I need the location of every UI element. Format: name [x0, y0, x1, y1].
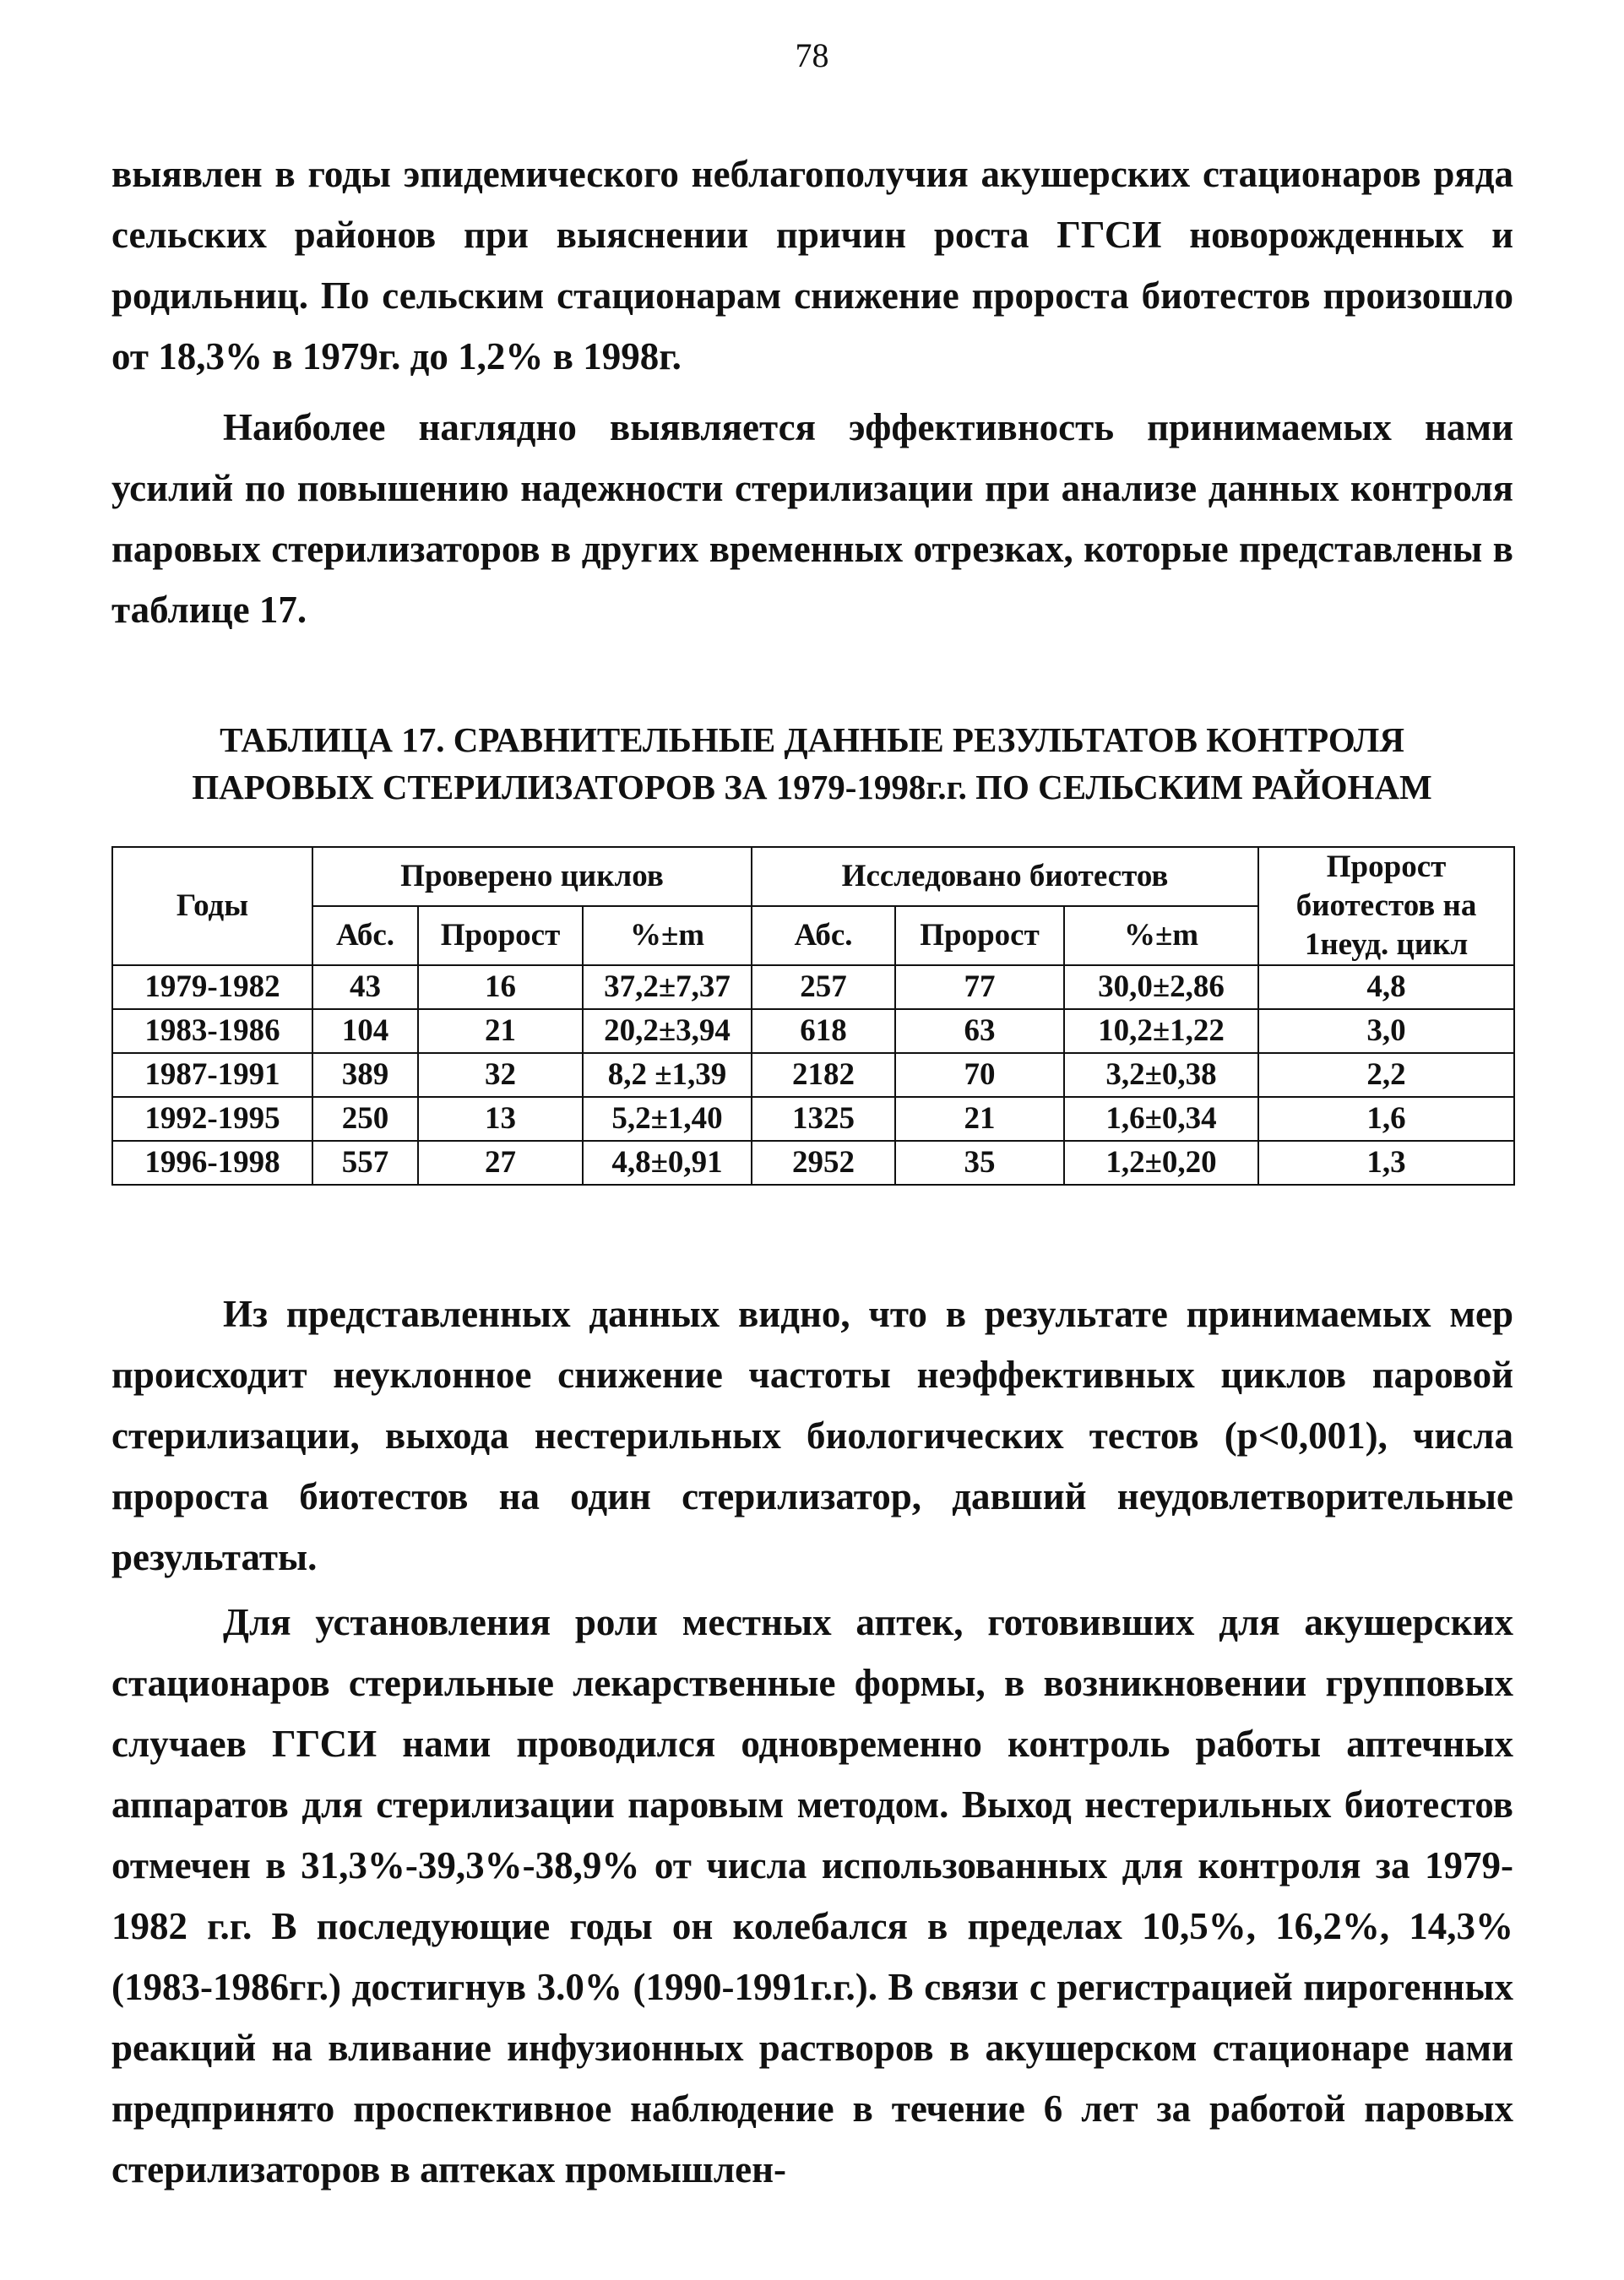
header-cycles-abs: Абс. — [312, 906, 418, 965]
cell-cycles-pct: 4,8±0,91 — [583, 1141, 752, 1185]
page-number: 78 — [795, 36, 829, 74]
header-cycles-checked: Проверено циклов — [312, 847, 752, 906]
cell-cycles-abs: 104 — [312, 1009, 418, 1053]
cell-years: 1987-1991 — [112, 1053, 312, 1097]
cell-growth-per-cycle: 2,2 — [1258, 1053, 1514, 1097]
header-cycles-pct: %±m — [583, 906, 752, 965]
cell-cycles-abs: 389 — [312, 1053, 418, 1097]
cell-cycles-pct: 20,2±3,94 — [583, 1009, 752, 1053]
cell-cycles-growth: 21 — [418, 1009, 583, 1053]
cell-years: 1996-1998 — [112, 1141, 312, 1185]
paragraph-1: выявлен в годы эпидемического неблагополучия акушерских стационаров ряда сельских районов при выяснении причин роста ГГСИ новорожденных и родильниц. По сельским стационарам снижение пророста биотестов произошло от 18,3% в 1979г. до 1,2% в 1998г. — [111, 153, 1513, 377]
cell-biotests-growth: 63 — [895, 1009, 1064, 1053]
header-biotests-growth: Пророст — [895, 906, 1064, 965]
cell-growth-per-cycle: 4,8 — [1258, 965, 1514, 1009]
cell-growth-per-cycle: 1,3 — [1258, 1141, 1514, 1185]
paragraph-3: Из представленных данных видно, что в результате принимаемых мер происходит неуклонное снижение частоты неэффективных циклов паровой стерилизации, выхода нестерильных биологических тестов (p<0,001), числа пророста биотестов на один стерилизатор, давший неудовлетворительные результаты. — [111, 1293, 1513, 1578]
header-biotests-abs: Абс. — [752, 906, 895, 965]
table-row — [112, 1141, 1514, 1185]
header-biotests-examined: Исследовано биотестов — [752, 847, 1258, 906]
table-caption-line-1: ТАБЛИЦА 17. СРАВНИТЕЛЬНЫЕ ДАННЫЕ РЕЗУЛЬТАТОВ КОНТРОЛЯ — [220, 720, 1404, 759]
cell-cycles-abs: 557 — [312, 1141, 418, 1185]
table-row — [112, 1053, 1514, 1097]
paragraph-4: Для установления роли местных аптек, готовивших для акушерских стационаров стерильные лекарственные формы, в возникновении групповых случаев ГГСИ нами проводился одновременно контроль работы аптечных аппаратов для стерилизации паровым методом. Выход нестерильных биотестов отмечен в 31,3%-39,3%-38,9% от числа использованных для контроля за 1979-1982 г.г. В последующие годы он колебался в пределах 10,5%, 16,2%, 14,3% (1983-1986гг.) достигнув 3.0% (1990-1991г.г.). В связи с регистрацией пирогенных реакций на вливание инфузионных растворов в акушерском стационаре нами предпринято проспективное наблюдение в течение 6 лет за работой паровых стерилизаторов в аптеках промышлен- — [111, 1601, 1513, 2190]
cell-biotests-abs: 2182 — [752, 1053, 895, 1097]
cell-biotests-abs: 618 — [752, 1009, 895, 1053]
sterilizer-control-table — [111, 846, 1515, 1186]
cell-cycles-growth: 32 — [418, 1053, 583, 1097]
cell-cycles-pct: 8,2 ±1,39 — [583, 1053, 752, 1097]
cell-biotests-growth: 77 — [895, 965, 1064, 1009]
cell-biotests-growth: 21 — [895, 1097, 1064, 1141]
cell-biotests-pct: 30,0±2,86 — [1064, 965, 1258, 1009]
cell-biotests-growth: 70 — [895, 1053, 1064, 1097]
cell-cycles-pct: 37,2±7,37 — [583, 965, 752, 1009]
paragraph-2: Наиболее наглядно выявляется эффективность принимаемых нами усилий по повышению надежности стерилизации при анализе данных контроля паровых стерилизаторов в других временных отрезках, которые представлены в таблице 17. — [111, 406, 1513, 631]
cell-cycles-growth: 16 — [418, 965, 583, 1009]
cell-biotests-abs: 1325 — [752, 1097, 895, 1141]
cell-biotests-pct: 1,2±0,20 — [1064, 1141, 1258, 1185]
header-growth-per-cycle: Пророст биотестов на 1неуд. цикл — [1258, 847, 1514, 965]
header-biotests-pct: %±m — [1064, 906, 1258, 965]
cell-growth-per-cycle: 1,6 — [1258, 1097, 1514, 1141]
table-row — [112, 1009, 1514, 1053]
table-row — [112, 965, 1514, 1009]
header-cycles-growth: Пророст — [418, 906, 583, 965]
cell-cycles-abs: 250 — [312, 1097, 418, 1141]
cell-biotests-pct: 10,2±1,22 — [1064, 1009, 1258, 1053]
cell-biotests-pct: 3,2±0,38 — [1064, 1053, 1258, 1097]
cell-growth-per-cycle: 3,0 — [1258, 1009, 1514, 1053]
cell-cycles-abs: 43 — [312, 965, 418, 1009]
cell-cycles-growth: 27 — [418, 1141, 583, 1185]
cell-biotests-pct: 1,6±0,34 — [1064, 1097, 1258, 1141]
header-years: Годы — [112, 847, 312, 965]
table-row — [112, 1097, 1514, 1141]
cell-biotests-abs: 2952 — [752, 1141, 895, 1185]
cell-biotests-growth: 35 — [895, 1141, 1064, 1185]
cell-cycles-pct: 5,2±1,40 — [583, 1097, 752, 1141]
cell-years: 1983-1986 — [112, 1009, 312, 1053]
cell-biotests-abs: 257 — [752, 965, 895, 1009]
cell-years: 1979-1982 — [112, 965, 312, 1009]
cell-years: 1992-1995 — [112, 1097, 312, 1141]
table-caption — [0, 716, 1624, 811]
cell-cycles-growth: 13 — [418, 1097, 583, 1141]
table-caption-line-2: ПАРОВЫХ СТЕРИЛИЗАТОРОВ ЗА 1979-1998г.г. ПО СЕЛЬСКИМ РАЙОНАМ — [192, 768, 1432, 806]
